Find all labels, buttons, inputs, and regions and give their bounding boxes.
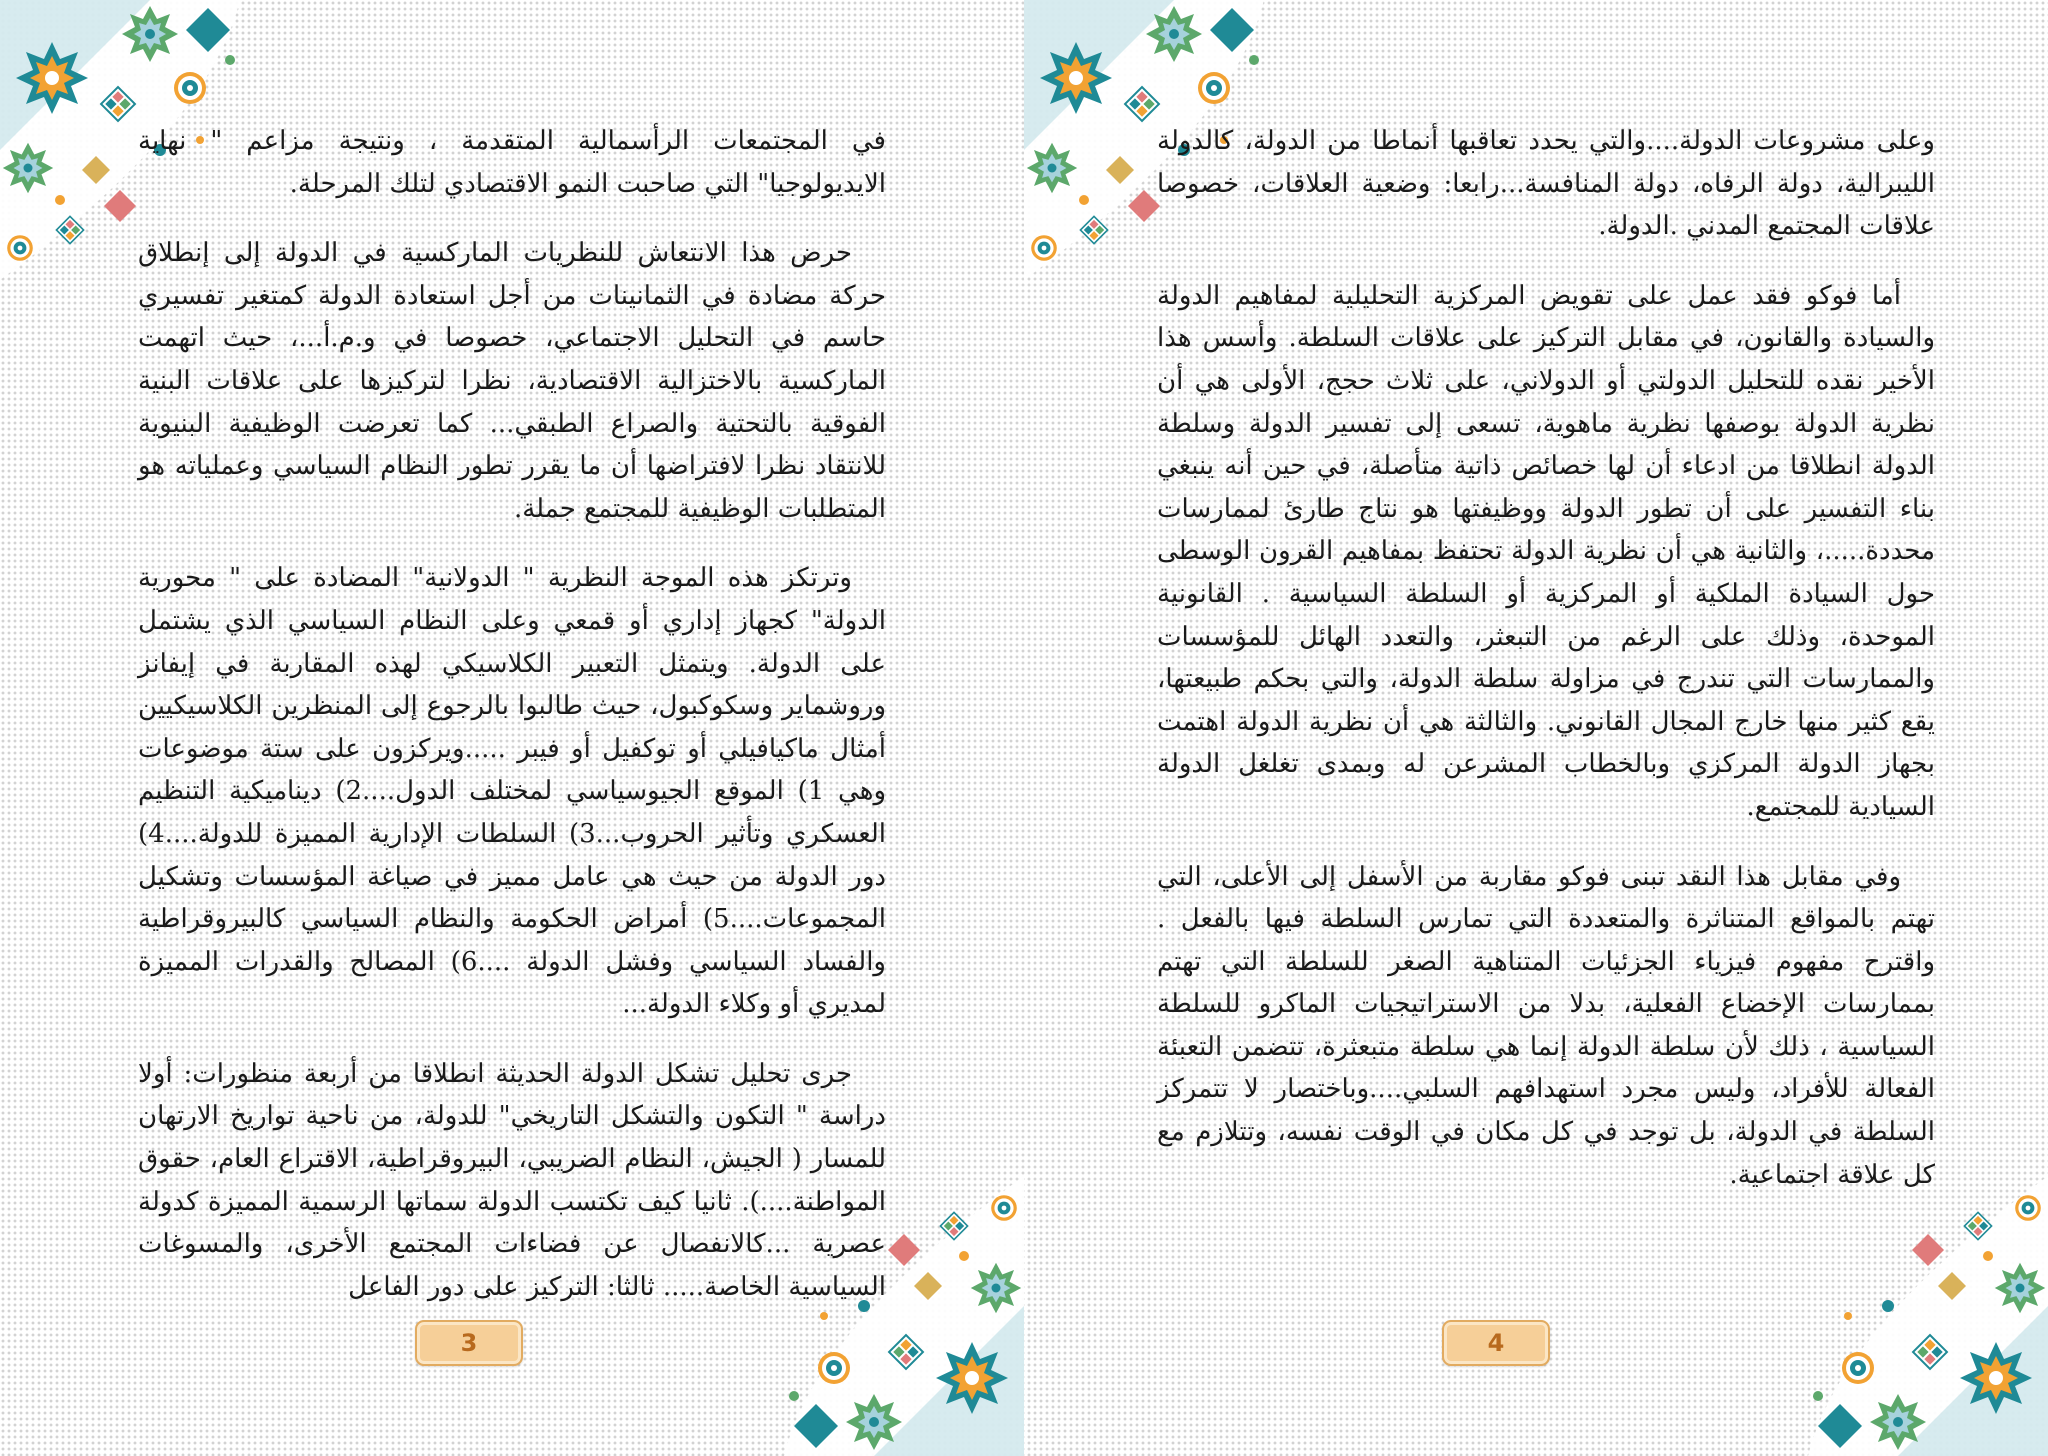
page-number: 3	[415, 1320, 523, 1366]
page-right	[1024, 0, 2048, 1456]
paragraph: في المجتمعات الرأسمالية المتقدمة ، ونتيجة مزاعم " نهاية الايديولوجيا" التي صاحبت النمو الاقتصادي لتلك المرحلة.	[138, 126, 886, 199]
paragraph: وترتكز هذه الموجة النظرية " الدولانية" المضادة على " محورية الدولة" كجهاز إداري أو قمعي وعلى النظام السياسي الذي يشتمل على الدولة. ويتمثل التعبير الكلاسيكي لهذه المقاربة في إيفانز وروشماير وسكوكبول، حيث طالبوا بالرجوع إلى المنظرين الكلاسيكيين أمثال ماكيافيلي أو توكفيل أو فيبر .....ويركزون على ستة موضوعات وهي 1) الموقع الجيوسياسي لمختلف الدول....2) ديناميكية التنظيم العسكري وتأثير الحروب...3) السلطات الإدارية المميزة للدولة....4) دور الدولة من حيث هي عامل مميز في صياغة المؤسسات وتشكيل المجموعات....5) أمراض الحكومة والنظام السياسي كالبيروقراطية والفساد السياسي وفشل الدولة ....6) المصالح والقدرات المميزة لمديري أو وكلاء الدولة...	[138, 563, 886, 1020]
paragraph: حرض هذا الانتعاش للنظريات الماركسية في الدولة إلى إنطلاق حركة مضادة في الثمانينات من أجل استعادة الدولة كمتغير تفسيري حاسم في التحليل الاجتماعي، خصوصا في و.م.أ...، حيث اتهمت الماركسية بالاختزالية الاقتصادية، نظرا لتركيزها على علاقات البنية الفوقية بالتحتية والصراع الطبقي... كما تعرضت الوظيفية البنيوية للانتقاد نظرا لافتراضها أن ما يقرر تطور النظام السياسي وعملياته هو المتطلبات الوظيفية للمجتمع جملة.	[138, 238, 886, 524]
paragraph: جرى تحليل تشكل الدولة الحديثة انطلاقا من أربعة منظورات: أولا دراسة " التكون والتشكل التاريخي" للدولة، من ناحية تواريخ الارتهان للمسار ( الجيش، النظام الضريبي، البيروقراطية، الاقتراع العام، حقوق المواطنة....). ثانيا كيف تكتسب الدولة سماتها الرسمية المميزة كدولة عصرية ...كالانفصال عن فضاءات المجتمع الأخرى، والمسوغات السياسية الخاصة..... ثالثا: التركيز على دور الفاعل	[138, 1058, 886, 1302]
paragraph: وعلى مشروعات الدولة....والتي يحدد تعاقبها أنماطا من الدولة، كالدولة الليبرالية، دولة الرفاه، دولة المنافسة...رابعا: وضعية العلاقات، خصوصا علاقات المجتمع المدني .الدولة.	[1157, 126, 1935, 242]
paragraph: أما فوكو فقد عمل على تقويض المركزية التحليلية لمفاهيم الدولة والسيادة والقانون، في مقابل التركيز على علاقات السلطة. وأسس هذا الأخير نقده للتحليل الدولتي أو الدولاني، على ثلاث حجج، الأولى هي أن نظرية الدولة بوصفها نظرية ماهوية، تسعى إلى تفسير الدولة وسلطة الدولة انطلاقا من ادعاء أن لها خصائص ذاتية متأصلة، في حين أنه ينبغي بناء التفسير على أن تطور الدولة ووظيفتها هو نتاج طارئ لممارسات محددة.....، والثانية هي أن نظرية الدولة تحتفظ بمفاهيم القرون الوسطى حول السيادة الملكية أو المركزية أو السلطة السياسية . القانونية الموحدة، وذلك على الرغم من التبعثر، والتعدد الهائل للمؤسسات والممارسات التي تندرج في مزاولة سلطة الدولة، والتي بحكم طبيعتها، يقع كثير منها خارج المجال القانوني. والثالثة هي أن نظرية الدولة اهتمت بجهاز الدولة المركزي وبالخطاب المشرعن له وبمدى تغلغل الدولة السيادية للمجتمع.	[1157, 280, 1935, 822]
page-number: 4	[1442, 1320, 1550, 1366]
left-page-body	[138, 120, 886, 1335]
right-page-body	[1157, 120, 1935, 1223]
paragraph: وفي مقابل هذا النقد تبنى فوكو مقاربة من الأسفل إلى الأعلى، التي تهتم بالمواقع المتناثرة والمتعددة التي تمارس السلطة فيها بالفعل . واقترح مفهوم فيزياء الجزئيات المتناهية الصغر للسلطة التي تهتم بممارسات الإخضاع الفعلية، بدلا من الاستراتيجيات الماكرو للسلطة السياسية ، ذلك لأن سلطة الدولة إنما هي سلطة متبعثرة، تتضمن التعبئة الفعالة للأفراد، وليس مجرد استهدافهم السلبي....وباختصار لا تتمركز السلطة في الدولة، بل توجد في كل مكان في الوقت نفسه، وتتلازم مع كل علاقة اجتماعية.	[1157, 861, 1935, 1190]
